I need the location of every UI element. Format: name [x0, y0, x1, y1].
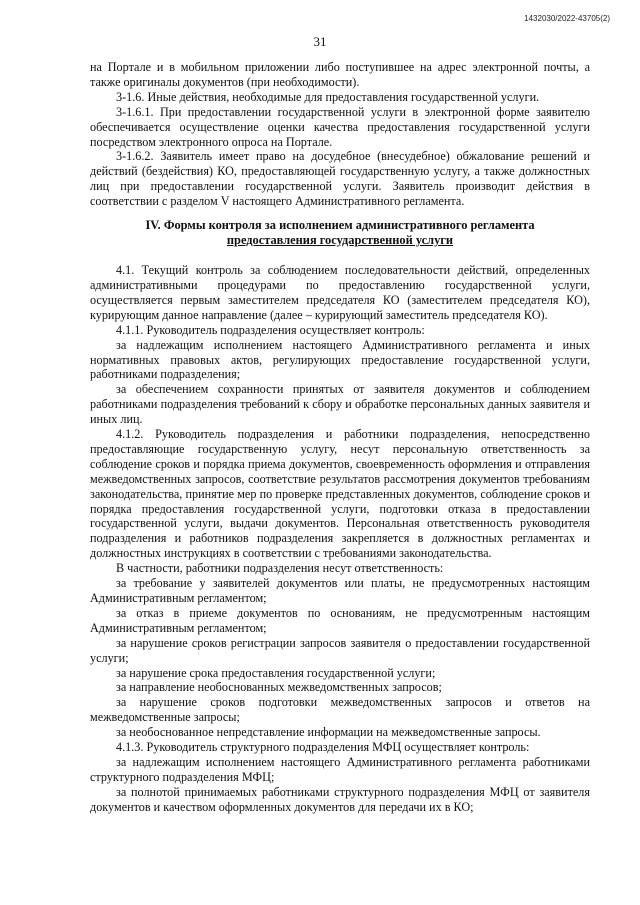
paragraph: 4.1.2. Руководитель подразделения и работники подразделения, непосредственно предоставляющие государственную услугу, несут персональную ответственность за соблюдение сроков и порядка приема документов, своевременность оформления и отправления межведомственных запросов, соответствие результатов рассмотрения документов требованиям законодательства, принятие мер по проверке представленных документов, соблюдение сроков и порядка предоставления государственной услуги, подготовки отказа в предоставлении государственной услуги, выдачи документов. Персональная ответственность руководителя подразделения и работников подразделения закрепляется в должностных регламентах и должностных инструкциях в соответствии с требованиями законодательства.	[90, 427, 590, 561]
paragraph: В частности, работники подразделения несут ответственность:	[116, 561, 444, 576]
document-body	[90, 60, 590, 815]
paragraph: 3-1.6.1. При предоставлении государственной услуги в электронной форме заявителю обеспечивается осуществление оценки качества предоставления государственной услуги посредством электронного опроса на Портале.	[90, 104, 590, 149]
paragraph: за нарушение сроков регистрации запросов заявителя о предоставлении государственной услуги;	[90, 635, 590, 665]
paragraph: за нарушение срока предоставления государственной услуги;	[116, 665, 436, 680]
page-number: 31	[313, 34, 327, 49]
paragraph: 4.1.1. Руководитель подразделения осуществляет контроль:	[116, 322, 425, 337]
paragraph: 3-1.6. Иные действия, необходимые для предоставления государственной услуги.	[116, 89, 540, 104]
paragraph: 3-1.6.2. Заявитель имеет право на досудебное (внесудебное) обжалование решений и действий (бездействия) КО, предоставляющей государственную услугу, а также должностных лиц при предоставлении государственной услуги. Заявитель производит действия в соответствии с разделом V настоящего Административного регламента.	[90, 149, 590, 209]
paragraph: за нарушение сроков подготовки межведомственных запросов и ответов на межведомственные запросы;	[90, 695, 590, 725]
paragraph: 4.1. Текущий контроль за соблюдением последовательности действий, определенных административными процедурами по предоставлению государственной услуги, осуществляется первым заместителем председателя КО (заместителем председателя КО), курирующим данное направление (далее – курирующий заместитель председателя КО).	[90, 263, 590, 322]
paragraph: за надлежащим исполнением настоящего Административного регламента работниками структурного подразделения МФЦ;	[90, 754, 590, 784]
document-number: 1432030/2022-43705(2)	[524, 14, 610, 23]
paragraph: за надлежащим исполнением настоящего Административного регламента и иных нормативных правовых актов, регулирующих предоставление государственной услуги, работниками подразделения;	[90, 337, 590, 382]
section-heading-line1: IV. Формы контроля за исполнением административного регламента	[145, 218, 535, 233]
paragraph: за полнотой принимаемых работниками структурного подразделения МФЦ от заявителя документов и качеством оформленных документов для передачи их в КО;	[90, 784, 590, 814]
paragraph: 4.1.3. Руководитель структурного подразделения МФЦ осуществляет контроль:	[116, 740, 530, 755]
paragraph: за требование у заявителей документов или платы, не предусмотренных настоящим Административным регламентом;	[90, 576, 590, 605]
paragraph: за отказ в приеме документов по основаниям, не предусмотренным настоящим Административным регламентом;	[90, 605, 590, 635]
paragraph: за направление необоснованных межведомственных запросов;	[116, 680, 442, 695]
paragraph: за обеспечением сохранности принятых от заявителя документов и соблюдением работниками подразделения требований к сбору и обработке персональных данных заявителя и иных лиц.	[90, 382, 590, 427]
paragraph: на Портале и в мобильном приложении либо поступившее на адрес электронной почты, а также оригиналы документов (при необходимости).	[90, 60, 590, 89]
paragraph: за необоснованное непредставление информации на межведомственные запросы.	[116, 725, 541, 740]
section-heading-line2: предоставления государственной услуги	[226, 233, 454, 248]
section-heading	[90, 218, 590, 248]
